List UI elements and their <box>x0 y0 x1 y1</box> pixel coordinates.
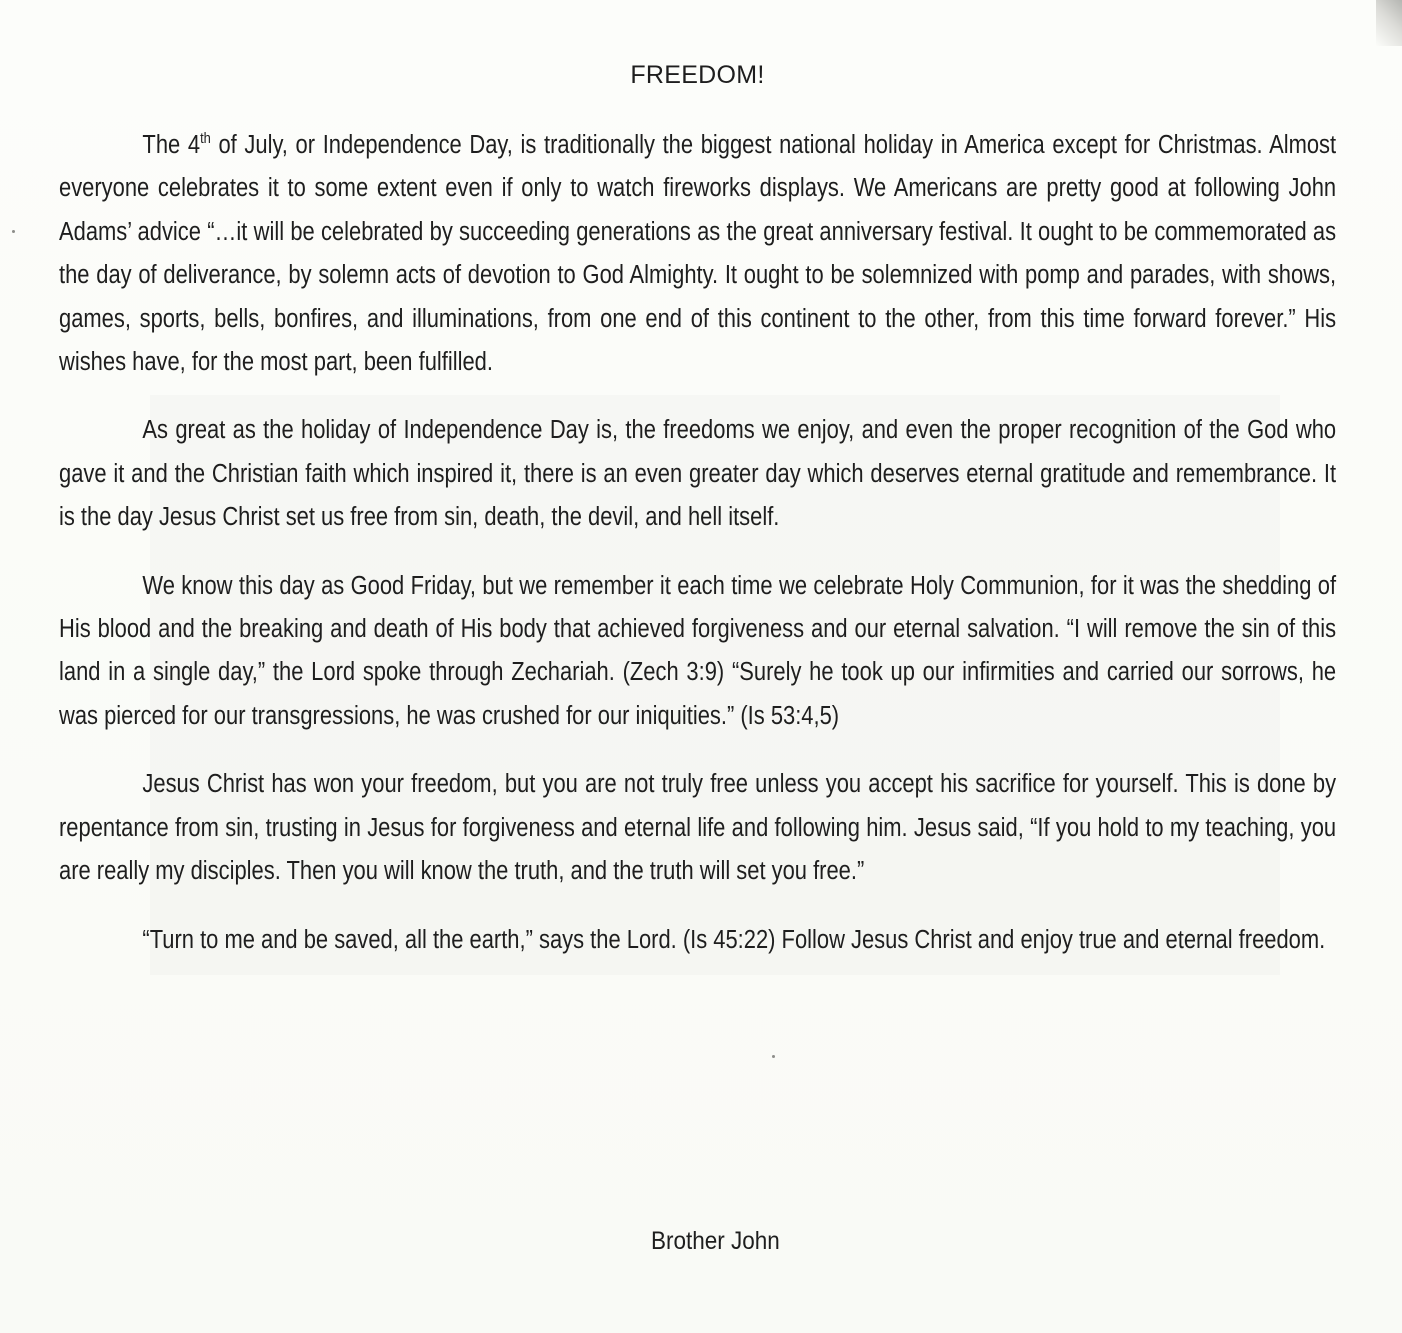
paragraph-independence-day <box>59 124 1336 384</box>
paragraph-won-freedom: Jesus Christ has won your freedom, but you are not truly free unless you accept his sacrifice for yourself. This is done by repentance from sin, trusting in Jesus for forgiveness and eternal life and following him. Jesus said, “If you hold to my teaching, you are really my disciples. Then you will know the truth, and the truth will set you free.” <box>59 770 1337 886</box>
scan-speck <box>12 230 15 233</box>
signature: Brother John <box>651 1227 780 1255</box>
paragraph-text-start: The 4 <box>142 131 201 159</box>
paragraph-good-friday: We know this day as Good Friday, but we remember it each time we celebrate Holy Communion, for it was the shedding of His blood and the breaking and death of His body that achieved forgiveness and our eternal salvation. “I will remove the sin of this land in a single day,” the Lord spoke through Zechariah. (Zech 3:9) “Surely he took up our infirmities and carried our sorrows, he was pierced for our transgressions, he was crushed for our iniquities.” (Is 53:4,5) <box>59 571 1337 730</box>
document-body <box>59 58 1336 987</box>
page-corner-shadow <box>1376 0 1402 46</box>
document-title: FREEDOM! <box>630 61 765 89</box>
paragraph-text-rest: of July, or Independence Day, is traditionally the biggest national holiday in America except for Christmas. Almost everyone celebrates it to some extent even if only to watch fireworks displays. We Americans are pretty good at following John Adams’ advice “…it will be celebrated by succeeding generations as the great anniversary festival. It ought to be commemorated as the day of deliverance, by solemn acts of devotion to God Almighty. It ought to be solemnized with pomp and parades, with shows, games, sports, bells, bonfires, and illuminations, from one end of this continent to the other, from this time forward forever.” His wishes have, for the most part, been fulfilled. <box>59 131 1337 377</box>
scan-speck <box>772 1055 775 1058</box>
paragraph-turn-to-me: “Turn to me and be saved, all the earth,” says the Lord. (Is 45:22) Follow Jesus Christ and enjoy true and eternal freedom. <box>142 925 1326 954</box>
ordinal-superscript: th <box>200 130 211 147</box>
paragraph-greater-day: As great as the holiday of Independence Day is, the freedoms we enjoy, and even the proper recognition of the God who gave it and the Christian faith which inspired it, there is an even greater day which deserves eternal gratitude and remembrance. It is the day Jesus Christ set us free from sin, death, the devil, and hell itself. <box>59 416 1337 532</box>
